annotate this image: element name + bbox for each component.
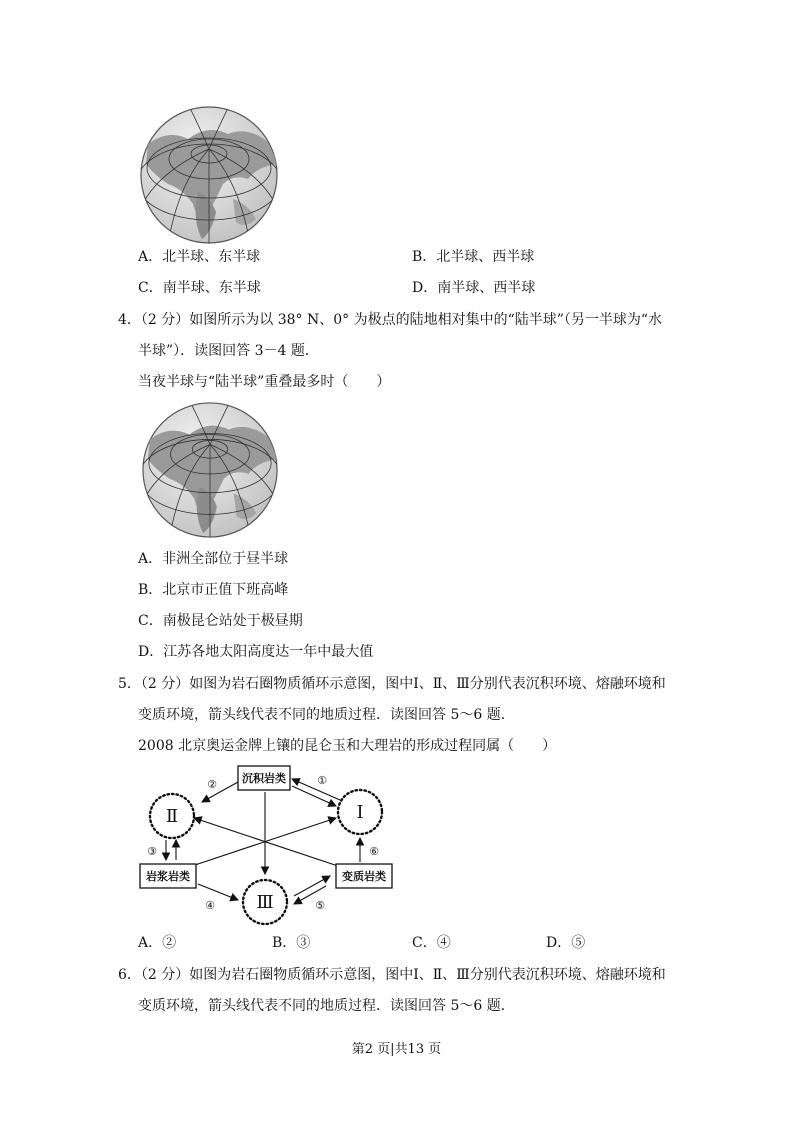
label-circle-I: Ⅰ <box>356 802 364 823</box>
q4-text-line1: 4．（2 分）如图所示为以 38° N、0° 为极点的陆地相对集中的“陆半球”（另一半球为“水 <box>118 312 663 328</box>
q4-option-a[interactable]: A．非洲全部位于昼半球 <box>138 551 289 567</box>
label-igneous: 岩浆岩类 <box>146 870 190 883</box>
arrow-III-to-metamorphic <box>294 876 330 896</box>
q4-option-d[interactable]: D．江苏各地太阳高度达一年中最大值 <box>138 644 374 660</box>
q5-stem: 2008 北京奥运金牌上镶的昆仑玉和大理岩的形成过程同属（ ） <box>138 738 557 754</box>
label-circle-III: Ⅲ <box>256 892 274 913</box>
q5-option-a[interactable]: A．② <box>138 935 177 951</box>
num-5: ⑤ <box>315 899 325 912</box>
arrow-igneous-to-III <box>198 884 238 900</box>
num-4: ④ <box>205 899 215 912</box>
q3-option-a[interactable]: A．北半球、东半球 <box>138 249 261 265</box>
q4-option-c[interactable]: C．南极昆仑站处于极昼期 <box>138 613 303 629</box>
q4-option-b[interactable]: B．北京市正值下班高峰 <box>138 582 289 598</box>
q3-option-d[interactable]: D．南半球、西半球 <box>412 280 536 296</box>
arrow-igneous-to-I <box>192 818 336 866</box>
arrow-metamorphic-to-II <box>194 818 338 866</box>
rock-cycle-diagram <box>130 762 400 930</box>
q5-text-line1: 5．（2 分）如图为岩石圈物质循环示意图，图中Ⅰ、Ⅱ、Ⅲ分别代表沉积环境、熔融环境和 <box>118 676 666 692</box>
q3-option-b[interactable]: B．北半球、西半球 <box>412 249 535 265</box>
num-6: ⑥ <box>369 845 379 858</box>
label-circle-II: Ⅱ <box>165 806 179 827</box>
label-sedimentary: 沉积岩类 <box>242 772 286 785</box>
q3-option-c[interactable]: C．南半球、东半球 <box>138 280 261 296</box>
q5-option-c[interactable]: C．④ <box>412 935 451 951</box>
globe-map-figure-2 <box>140 400 280 540</box>
num-3: ③ <box>147 845 157 858</box>
num-1: ① <box>317 774 327 787</box>
page-footer: 第2 页|共13 页 <box>351 1042 442 1057</box>
q4-stem: 当夜半球与“陆半球”重叠最多时（ ） <box>138 374 391 390</box>
label-metamorphic: 变质岩类 <box>342 870 386 883</box>
q6-text-line1: 6．（2 分）如图为岩石圈物质循环示意图，图中Ⅰ、Ⅱ、Ⅲ分别代表沉积环境、熔融环境和 <box>118 967 666 983</box>
q5-text-line2: 变质环境，箭头线代表不同的地质过程．读图回答 5～6 题． <box>138 707 515 723</box>
num-2: ② <box>207 778 217 791</box>
q5-option-d[interactable]: D．⑤ <box>546 935 586 951</box>
globe-map-figure-1 <box>138 104 280 246</box>
q5-option-b[interactable]: B．③ <box>272 935 311 951</box>
q4-text-line2: 半球”）．读图回答 3－4 题． <box>138 343 319 359</box>
q6-text-line2: 变质环境，箭头线代表不同的地质过程．读图回答 5～6 题． <box>138 998 515 1014</box>
